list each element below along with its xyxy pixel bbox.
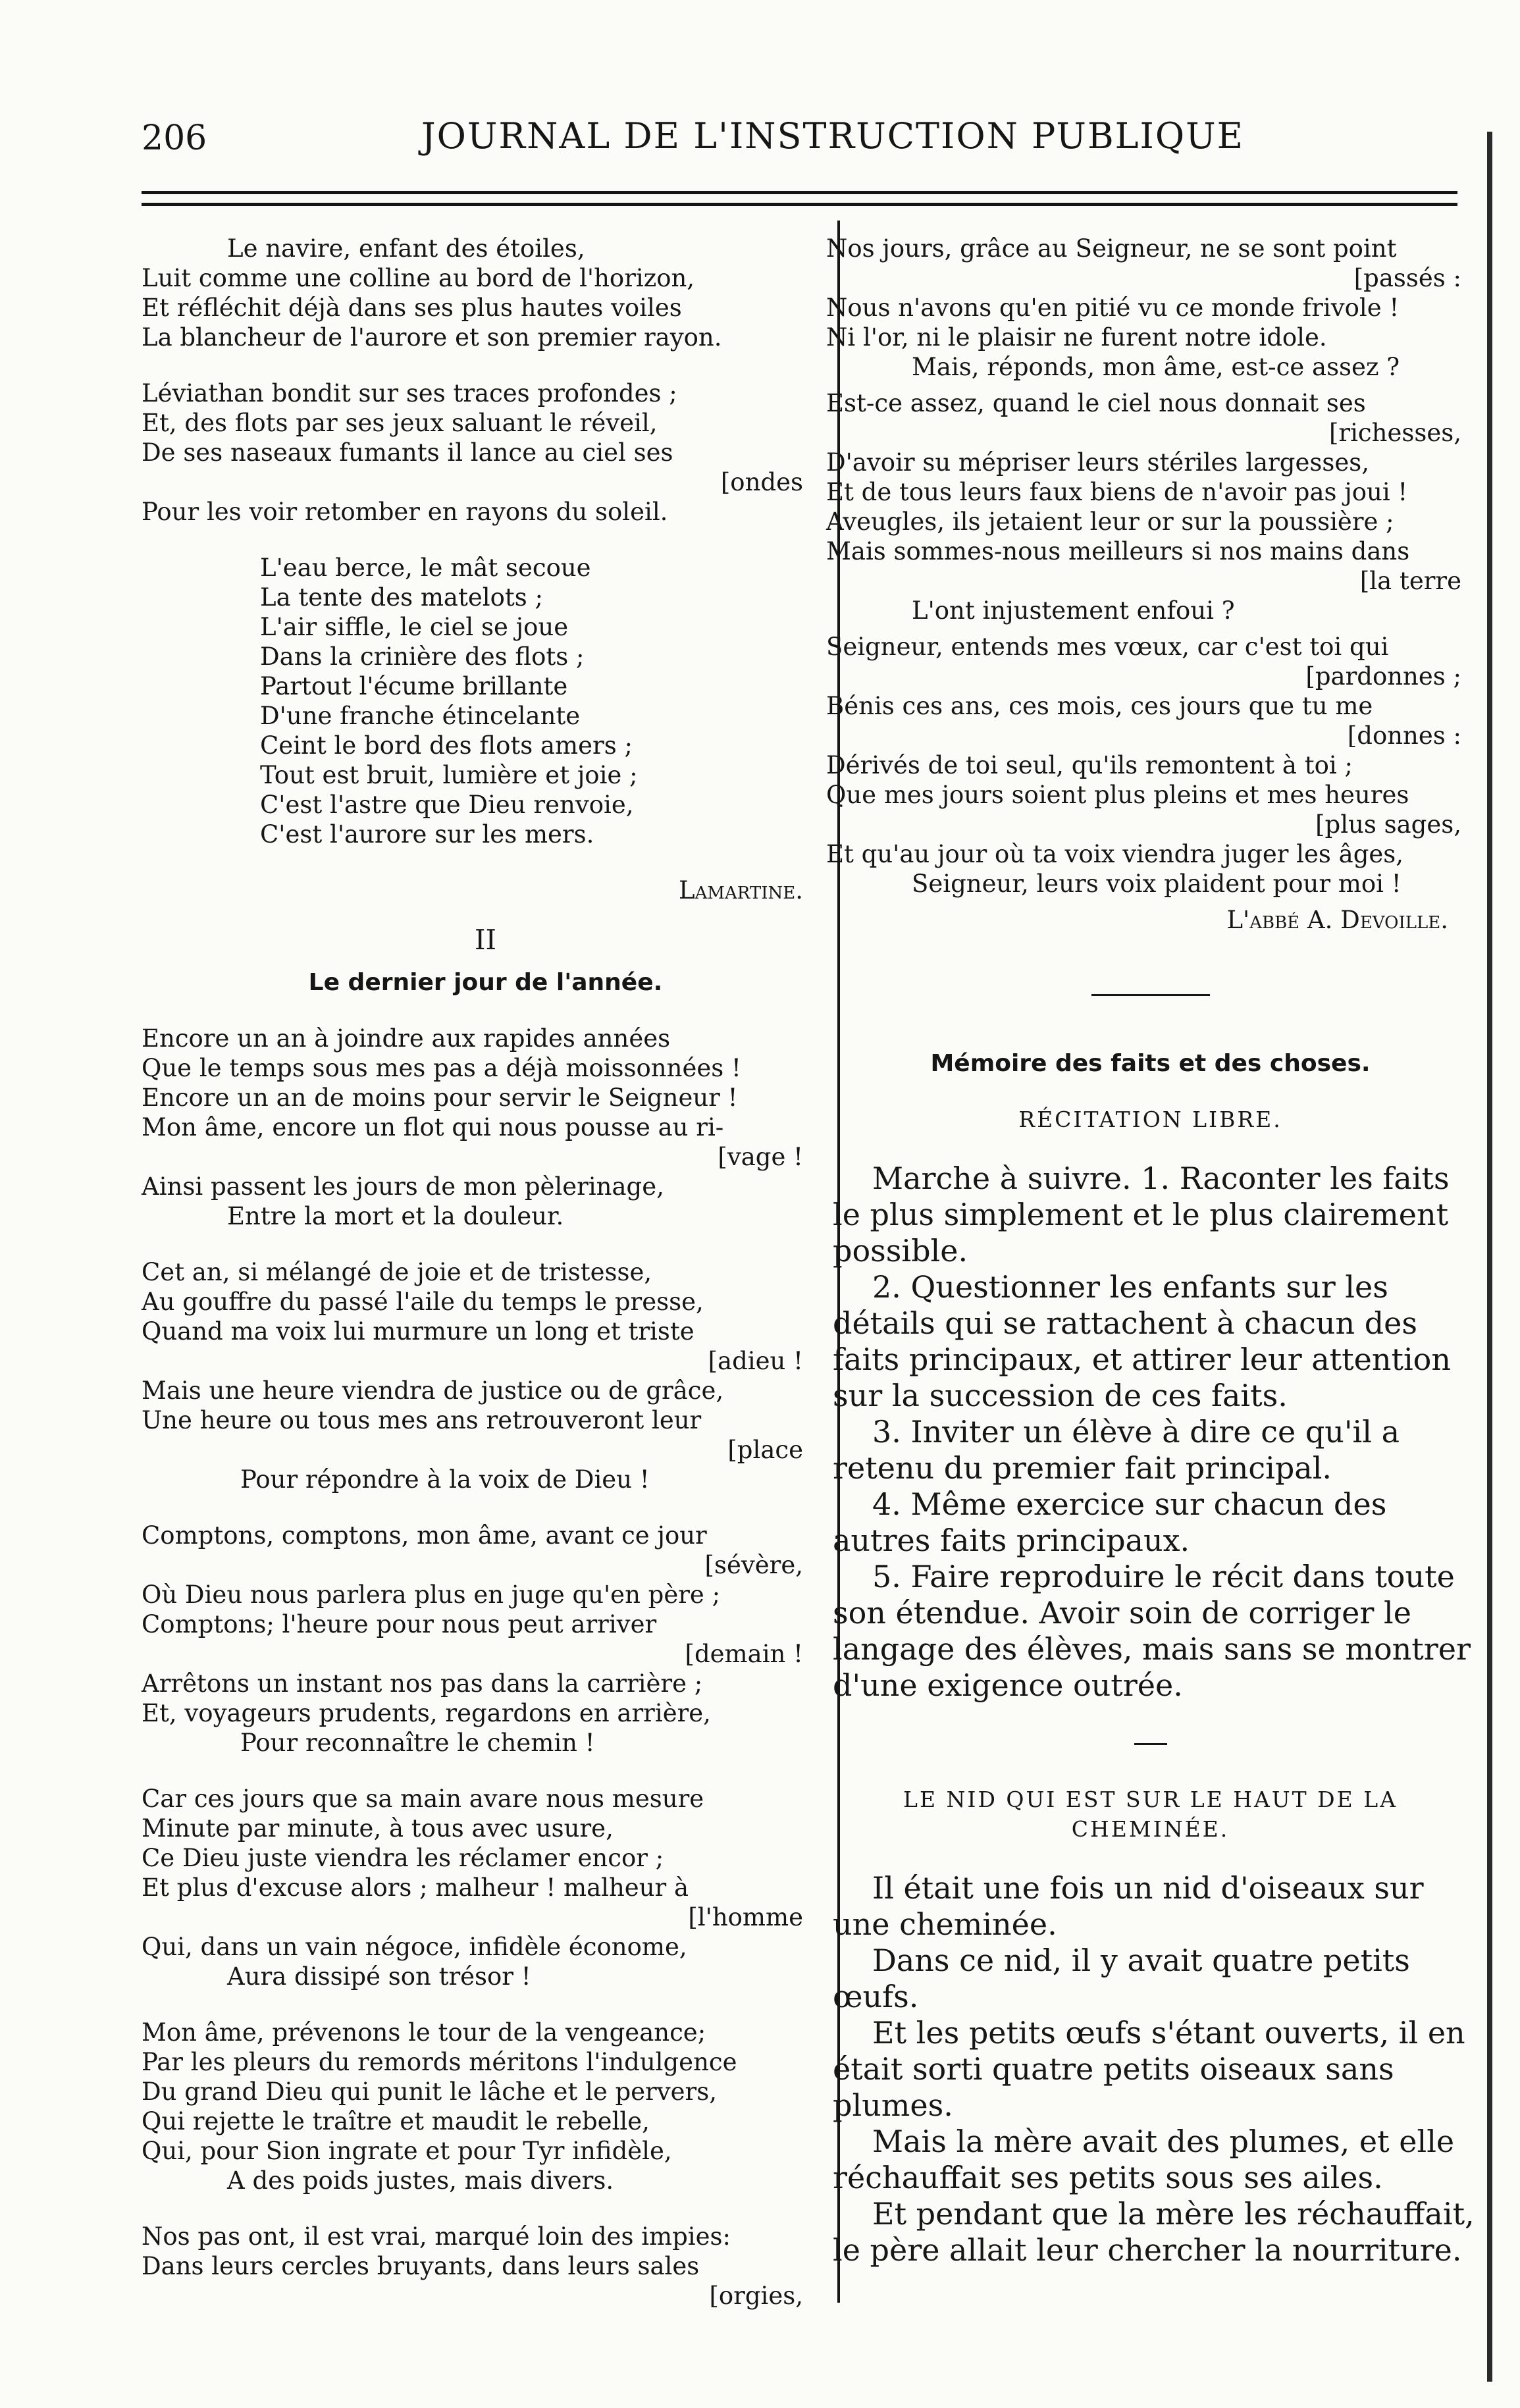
poem-line: Au gouffre du passé l'aile du temps le presse,: [142, 1288, 704, 1316]
poem2-stanza5: [142, 2018, 829, 2195]
poem-line-continuation: [la terre: [1359, 567, 1461, 595]
method-paragraph: Marche à suivre. 1. Raconter les faits le plus simplement et le plus clairement possible.: [833, 1161, 1450, 1269]
poem-line: Nous n'avons qu'en pitié vu ce monde frivole !: [826, 294, 1400, 322]
poem-line: Dans la crinière des flots ;: [260, 642, 585, 671]
poem-line: Car ces jours que sa main avare nous mesure: [142, 1785, 704, 1813]
poem-line-continuation: [adieu !: [708, 1347, 803, 1375]
header-rule-top: [142, 191, 1457, 194]
poem-line-continuation: [richesses,: [1328, 419, 1461, 447]
poem-line: Ni l'or, ni le plaisir ne furent notre idole.: [826, 323, 1327, 352]
poem-line: La blancheur de l'aurore et son premier rayon.: [142, 323, 722, 352]
poem-line: Pour répondre à la voix de Dieu !: [240, 1465, 650, 1494]
story-paragraph: Il était une fois un nid d'oiseaux sur une cheminée.: [833, 1870, 1424, 1942]
poem-line: Et plus d'excuse alors ; malheur ! malheur à: [142, 1873, 689, 1902]
poem-line-continuation: [l'homme: [688, 1903, 803, 1931]
section-title: Mémoire des faits et des choses.: [930, 1050, 1371, 1077]
poem-line: Ce Dieu juste viendra les réclamer encor ;: [142, 1844, 664, 1872]
poem-line: Encore un an de moins pour servir le Seigneur !: [142, 1084, 738, 1112]
poem-line: La tente des matelots ;: [260, 583, 543, 612]
method-steps: [833, 1161, 1475, 1704]
poem-line: Minute par minute, à tous avec usure,: [142, 1814, 614, 1843]
author-devoille: L'abbé A. Devoille.: [1226, 906, 1448, 934]
poem-line: Mais sommes-nous meilleurs si nos mains dans: [826, 537, 1410, 565]
poem1-stanza3: [142, 553, 829, 849]
poem-line: Mais, réponds, mon âme, est-ce assez ?: [912, 353, 1400, 381]
poem-line: Dans leurs cercles bruyants, dans leurs sales: [142, 2252, 700, 2280]
poem-line: Entre la mort et la douleur.: [227, 1202, 564, 1230]
method-paragraph: 4. Même exercice sur chacun des autres faits principaux.: [833, 1486, 1387, 1558]
poem-line: L'ont injustement enfoui ?: [912, 596, 1235, 625]
method-paragraph: 2. Questionner les enfants sur les détails qui se rattachent à chacun des faits principaux, et attirer leur attention sur la succession de ces faits.: [833, 1269, 1452, 1413]
poem-line-continuation: [ondes: [720, 468, 803, 496]
story-title: LE NID QUI EST SUR LE HAUT DE LA CHEMINÉE.: [903, 1787, 1398, 1842]
poem-line: Et de tous leurs faux biens de n'avoir pas joui !: [826, 478, 1408, 506]
poem-line: Bénis ces ans, ces mois, ces jours que tu me: [826, 692, 1373, 720]
poem-line: Partout l'écume brillante: [260, 672, 568, 700]
story-separator: [1134, 1743, 1167, 1745]
poem-line: Est-ce assez, quand le ciel nous donnait ses: [826, 389, 1366, 417]
section-subtitle: RÉCITATION LIBRE.: [1018, 1107, 1282, 1132]
poem-line: Dérivés de toi seul, qu'ils remontent à toi ;: [826, 751, 1353, 779]
poem-line: Pour reconnaître le chemin !: [240, 1729, 595, 1757]
poem-line: Seigneur, leurs voix plaident pour moi !: [912, 870, 1402, 898]
poem-line-continuation: [sévère,: [704, 1551, 803, 1579]
poem-line: Mais une heure viendra de justice ou de grâce,: [142, 1376, 724, 1405]
poem-line-continuation: [donnes :: [1347, 721, 1461, 750]
running-title: JOURNAL DE L'INSTRUCTION PUBLIQUE: [421, 115, 1245, 157]
poem-line: Pour les voir retomber en rayons du soleil.: [142, 498, 668, 526]
poem2-stanza9: [826, 632, 1475, 899]
section-number: II: [474, 924, 497, 956]
page-edge-shadow: [1487, 132, 1492, 2382]
right-column: [826, 234, 1475, 2268]
poem-line: C'est l'aurore sur les mers.: [260, 820, 594, 849]
left-column: [142, 234, 829, 2337]
poem-line-continuation: [orgies,: [709, 2282, 803, 2310]
poem-line: Luit comme une colline au bord de l'horizon,: [142, 264, 695, 292]
poem-line: Où Dieu nous parlera plus en juge qu'en père ;: [142, 1581, 721, 1609]
poem2-stanza2: [142, 1257, 829, 1494]
story-paragraph: Dans ce nid, il y avait quatre petits œufs.: [833, 1943, 1410, 2014]
poem1-stanza2: [142, 379, 829, 527]
poem-line: Tout est bruit, lumière et joie ;: [260, 761, 638, 789]
poem2-stanza1: [142, 1024, 829, 1231]
poem-line: Et qu'au jour où ta voix viendra juger les âges,: [826, 840, 1404, 868]
poem-line: Mon âme, prévenons le tour de la vengeance;: [142, 2018, 706, 2047]
poem-line: Comptons, comptons, mon âme, avant ce jour: [142, 1521, 707, 1550]
poem-line: L'air siffle, le ciel se joue: [260, 613, 569, 641]
poem-line: L'eau berce, le mât secoue: [260, 554, 591, 582]
poem-line: Et, voyageurs prudents, regardons en arrière,: [142, 1699, 711, 1727]
poem-line: Nos pas ont, il est vrai, marqué loin des impies:: [142, 2222, 731, 2251]
poem2-stanza6: [142, 2222, 829, 2311]
poem2-stanza7: [826, 234, 1475, 382]
poem-line-continuation: [place: [727, 1436, 803, 1464]
poem2-stanza4: [142, 1784, 829, 1991]
poem-line: Seigneur, entends mes vœux, car c'est toi qui: [826, 633, 1389, 661]
poem-line: Et réfléchit déjà dans ses plus hautes voiles: [142, 294, 682, 322]
poem-line: Encore un an à joindre aux rapides années: [142, 1024, 671, 1053]
poem-line: A des poids justes, mais divers.: [227, 2166, 614, 2195]
poem-line: Aura dissipé son trésor !: [227, 1962, 531, 1991]
poem-line: Ceint le bord des flots amers ;: [260, 731, 633, 760]
poem-line: Qui, dans un vain négoce, infidèle économe,: [142, 1933, 687, 1961]
story-text: [833, 1870, 1475, 2268]
poem-line-continuation: [pardonnes ;: [1305, 662, 1461, 691]
page-number: 206: [142, 118, 207, 158]
section-separator: [1091, 994, 1210, 996]
poem-line: Nos jours, grâce au Seigneur, ne se sont point: [826, 234, 1397, 263]
poem-line: D'avoir su mépriser leurs stériles largesses,: [826, 448, 1369, 477]
poem-line: Et, des flots par ses jeux saluant le réveil,: [142, 409, 658, 437]
author-lamartine: Lamartine.: [679, 876, 803, 904]
poem-line: Mon âme, encore un flot qui nous pousse au ri-: [142, 1113, 724, 1141]
poem1-stanza1: [142, 234, 829, 352]
poem-line: D'une franche étincelante: [260, 702, 581, 730]
poem-line-continuation: [demain !: [685, 1640, 803, 1668]
poem-line: Aveugles, ils jetaient leur or sur la poussière ;: [826, 508, 1394, 536]
poem-line: Que mes jours soient plus pleins et mes heures: [826, 781, 1409, 809]
poem-line-continuation: [plus sages,: [1315, 810, 1461, 839]
poem-line: Le navire, enfant des étoiles,: [227, 234, 585, 263]
poem-line: Qui rejette le traître et maudit le rebelle,: [142, 2107, 650, 2135]
poem-line: Une heure ou tous mes ans retrouveront leur: [142, 1406, 702, 1434]
poem2-title: Le dernier jour de l'année.: [308, 969, 663, 996]
poem-line: Que le temps sous mes pas a déjà moissonnées !: [142, 1054, 741, 1082]
poem-line: Ainsi passent les jours de mon pèlerinage,: [142, 1172, 664, 1201]
poem-line-continuation: [passés :: [1353, 264, 1461, 292]
poem-line-continuation: [vage !: [718, 1143, 803, 1171]
poem-line: Du grand Dieu qui punit le lâche et le pervers,: [142, 2078, 717, 2106]
story-paragraph: Et pendant que la mère les réchauffait, le père allait leur chercher la nourriture.: [833, 2196, 1475, 2268]
poem-line: Par les pleurs du remords méritons l'indulgence: [142, 2048, 737, 2076]
method-paragraph: 5. Faire reproduire le récit dans toute son étendue. Avoir soin de corriger le langage des élèves, mais sans se montrer d'une exigence outrée.: [833, 1559, 1471, 1703]
poem-line: Comptons; l'heure pour nous peut arriver: [142, 1610, 657, 1638]
poem-line: Cet an, si mélangé de joie et de tristesse,: [142, 1258, 652, 1286]
poem2-stanza3: [142, 1521, 829, 1758]
poem-line: Arrêtons un instant nos pas dans la carrière ;: [142, 1669, 703, 1698]
poem-line: C'est l'astre que Dieu renvoie,: [260, 791, 634, 819]
header-rule-bottom: [142, 203, 1457, 206]
poem-line: Quand ma voix lui murmure un long et triste: [142, 1317, 694, 1346]
poem2-stanza8: [826, 388, 1475, 625]
poem-line: Qui, pour Sion ingrate et pour Tyr infidèle,: [142, 2137, 672, 2165]
method-paragraph: 3. Inviter un élève à dire ce qu'il a retenu du premier fait principal.: [833, 1414, 1400, 1486]
poem-line: De ses naseaux fumants il lance au ciel ses: [142, 438, 673, 467]
poem-line: Léviathan bondit sur ses traces profondes ;: [142, 379, 677, 407]
story-paragraph: Et les petits œufs s'étant ouverts, il en était sorti quatre petits oiseaux sans plumes.: [833, 2015, 1465, 2123]
story-paragraph: Mais la mère avait des plumes, et elle réchauffait ses petits sous ses ailes.: [833, 2124, 1455, 2195]
